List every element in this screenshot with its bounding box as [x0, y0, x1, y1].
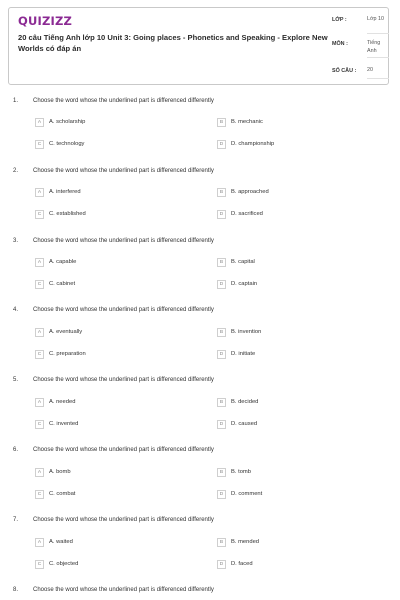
option-label: A. needed: [49, 399, 76, 405]
question-text: Choose the word whose the underlined part is differenced differently: [33, 168, 214, 174]
question-count-value: 20: [367, 67, 373, 73]
option-label: D. championship: [231, 141, 275, 147]
option-letter-box[interactable]: D: [217, 350, 226, 359]
option-label: A. capable: [49, 259, 77, 265]
option-label: C. cabinet: [49, 281, 76, 287]
question-text: Choose the word whose the underlined part is differenced differently: [33, 238, 214, 244]
quizizz-logo[interactable]: QUIZIZZ: [18, 14, 73, 28]
subject-label: MÔN :: [332, 41, 348, 47]
question-text: Choose the word whose the underlined part is differenced differently: [33, 377, 214, 383]
option-letter-box[interactable]: D: [217, 210, 226, 219]
class-divider: [367, 33, 389, 34]
option-label: D. faced: [231, 561, 253, 567]
option-letter-box[interactable]: A: [35, 468, 44, 477]
class-value: Lớp 10: [367, 16, 385, 22]
option-letter-box[interactable]: C: [35, 280, 44, 289]
option-letter-box[interactable]: B: [217, 538, 226, 547]
count-divider: [367, 78, 389, 79]
option-label: D. sacrificed: [231, 211, 263, 217]
question-text: Choose the word whose the underlined part is differenced differently: [33, 587, 214, 593]
question-number: 8.: [13, 587, 19, 593]
option-label: B. capital: [231, 259, 255, 265]
option-label: A. eventually: [49, 329, 83, 335]
class-label: LỚP :: [332, 17, 347, 23]
option-letter-box[interactable]: A: [35, 398, 44, 407]
worksheet-header: [8, 7, 389, 85]
option-label: A. interfered: [49, 189, 81, 195]
question-text: Choose the word whose the underlined part is differenced differently: [33, 517, 214, 523]
option-label: D. caused: [231, 421, 258, 427]
question-number: 4.: [13, 307, 19, 313]
option-letter-box[interactable]: C: [35, 560, 44, 569]
option-label: B. tomb: [231, 469, 251, 475]
option-label: C. technology: [49, 141, 85, 147]
option-label: B. approached: [231, 189, 269, 195]
option-label: C. invented: [49, 421, 79, 427]
question-number: 7.: [13, 517, 19, 523]
option-label: D. initiate: [231, 351, 256, 357]
question-text: Choose the word whose the underlined part is differenced differently: [33, 447, 214, 453]
option-letter-box[interactable]: C: [35, 350, 44, 359]
question-number: 3.: [13, 238, 19, 244]
subject-value: Tiếng Anh: [367, 40, 381, 54]
option-letter-box[interactable]: C: [35, 420, 44, 429]
option-letter-box[interactable]: C: [35, 210, 44, 219]
option-letter-box[interactable]: D: [217, 490, 226, 499]
option-letter-box[interactable]: C: [35, 490, 44, 499]
option-label: C. combat: [49, 491, 76, 497]
option-letter-box[interactable]: D: [217, 280, 226, 289]
option-label: D. comment: [231, 491, 263, 497]
option-letter-box[interactable]: B: [217, 328, 226, 337]
option-label: A. waited: [49, 539, 73, 545]
option-label: B. invention: [231, 329, 262, 335]
option-letter-box[interactable]: A: [35, 258, 44, 267]
option-label: B. mended: [231, 539, 260, 545]
option-letter-box[interactable]: B: [217, 398, 226, 407]
option-label: C. preparation: [49, 351, 86, 357]
option-label: C. objected: [49, 561, 79, 567]
option-letter-box[interactable]: D: [217, 140, 226, 149]
option-letter-box[interactable]: C: [35, 140, 44, 149]
option-label: A. scholarship: [49, 119, 86, 125]
question-number: 1.: [13, 98, 19, 104]
option-letter-box[interactable]: D: [217, 560, 226, 569]
option-letter-box[interactable]: B: [217, 258, 226, 267]
option-letter-box[interactable]: A: [35, 188, 44, 197]
option-label: C. established: [49, 211, 86, 217]
worksheet-title: 20 câu Tiếng Anh lớp 10 Unit 3: Going places - Phonetics and Speaking - Explore New Worlds có đáp án: [18, 33, 328, 53]
question-number: 6.: [13, 447, 19, 453]
question-number: 5.: [13, 377, 19, 383]
option-label: B. decided: [231, 399, 259, 405]
option-letter-box[interactable]: B: [217, 468, 226, 477]
option-letter-box[interactable]: B: [217, 188, 226, 197]
question-count-label: SỐ CÂU :: [332, 68, 357, 74]
question-text: Choose the word whose the underlined part is differenced differently: [33, 307, 214, 313]
option-label: A. bomb: [49, 469, 71, 475]
option-label: D. captain: [231, 281, 258, 287]
option-label: B. mechanic: [231, 119, 263, 125]
subject-divider: [367, 57, 389, 58]
question-text: Choose the word whose the underlined part is differenced differently: [33, 98, 214, 104]
option-letter-box[interactable]: B: [217, 118, 226, 127]
option-letter-box[interactable]: A: [35, 328, 44, 337]
question-number: 2.: [13, 168, 19, 174]
option-letter-box[interactable]: A: [35, 118, 44, 127]
option-letter-box[interactable]: D: [217, 420, 226, 429]
option-letter-box[interactable]: A: [35, 538, 44, 547]
